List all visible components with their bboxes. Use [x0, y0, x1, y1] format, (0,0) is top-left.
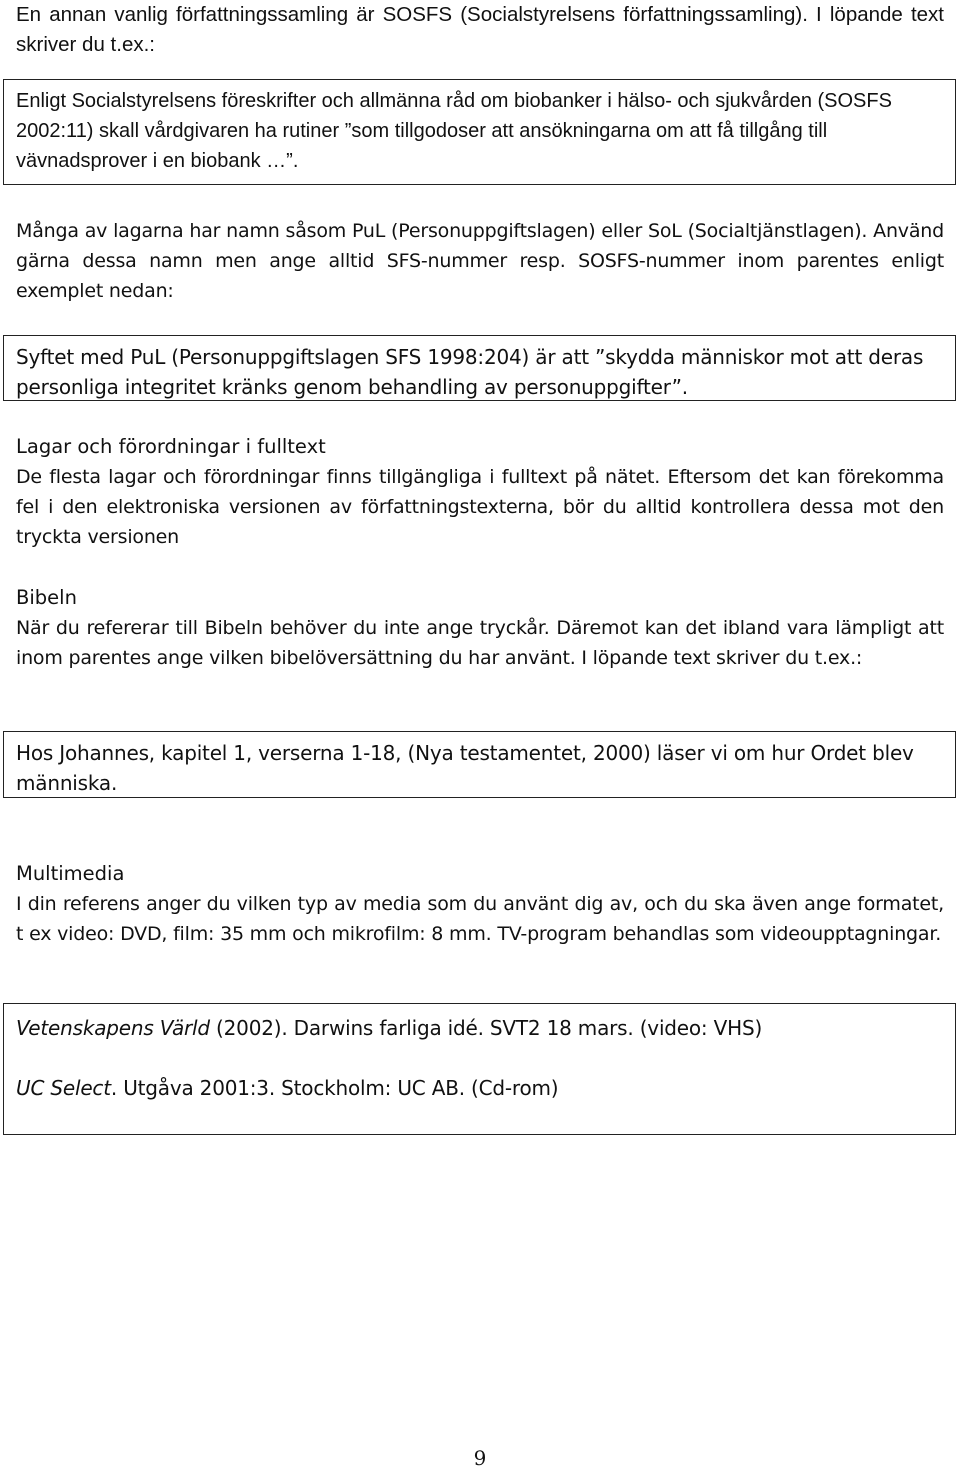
fulltext-paragraph: De flesta lagar och förordningar finns tillgängliga i fulltext på nätet. Eftersom det kan förekomma fel i den elektroniska versionen av författningstexterna, bör du alltid kontrollera dessa mot den tryckta versionen [16, 466, 944, 548]
media-ref2-title: UC Select [16, 1076, 111, 1100]
example-box-sosfs [3, 79, 956, 185]
example-bible-text: Hos Johannes, kapitel 1, verserna 1-18, (Nya testamentet, 2000) läser vi om hur Ordet blev människa. [16, 741, 914, 795]
example-box-pul [3, 335, 956, 401]
multimedia-heading: Multimedia [16, 862, 125, 885]
media-reference-2 [16, 1073, 943, 1103]
media-ref2-rest: . Utgåva 2001:3. Stockholm: UC AB. (Cd-rom) [110, 1076, 559, 1100]
example-box-bible [3, 731, 956, 798]
fulltext-heading: Lagar och förordningar i fulltext [16, 435, 326, 458]
media-ref1-rest: (2002). Darwins farliga idé. SVT2 18 mars. (video: VHS) [209, 1016, 763, 1040]
bible-heading: Bibeln [16, 586, 77, 609]
example-sosfs-text: Enligt Socialstyrelsens föreskrifter och allmänna råd om biobanker i hälso- och sjukvården (SOSFS 2002:11) skall vårdgivaren ha rutiner ”som tillgodoser att ansökningarna om att få tillgång till vävnadsprover i en biobank …”. [16, 90, 892, 172]
multimedia-paragraph: I din referens anger du vilken typ av media som du använt dig av, och du ska även ange formatet, t ex video: DVD, film: 35 mm och mikrofilm: 8 mm. TV-program behandlas som videoupptagningar. [16, 893, 944, 945]
intro-paragraph: En annan vanlig författningssamling är SOSFS (Socialstyrelsens författningssamling). I löpande text skriver du t.ex.: [16, 3, 944, 56]
example-pul-text: Syftet med PuL (Personuppgiftslagen SFS 1998:204) är att ”skydda människor mot att deras personliga integritet kränks genom behandling av personuppgifter”. [16, 345, 924, 399]
page-number: 9 [473, 1446, 487, 1470]
example-box-media [3, 1003, 956, 1135]
media-reference-1 [16, 1013, 943, 1043]
laws-paragraph: Många av lagarna har namn såsom PuL (Personuppgiftslagen) eller SoL (Socialtjänstlagen). Använd gärna dessa namn men ange alltid SFS-nummer resp. SOSFS-nummer inom parentes enligt exemplet nedan: [16, 220, 944, 302]
bible-paragraph: När du refererar till Bibeln behöver du inte ange tryckår. Däremot kan det ibland vara lämpligt att inom parentes ange vilken bibelöversättning du har använt. I löpande text skriver du t.ex.: [16, 617, 944, 669]
media-ref1-title: Vetenskapens Värld [16, 1016, 210, 1040]
